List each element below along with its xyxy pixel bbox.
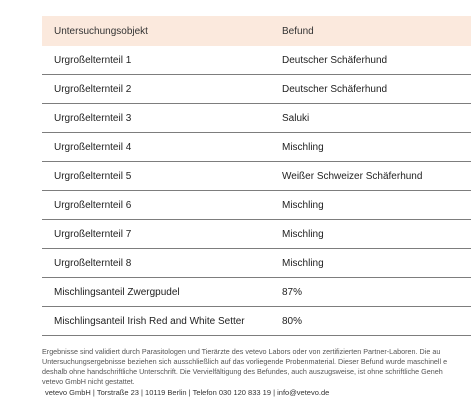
company-footer: vetevo GmbH | Torstraße 23 | 10119 Berlin | Telefon 030 120 833 19 | info@vetevo.de [45,388,330,397]
table-header [42,16,471,46]
table-row [42,162,471,191]
table-row [42,133,471,162]
row-finding: Mischling [282,228,324,240]
row-finding: 80% [282,315,303,327]
table-row [42,191,471,220]
table-row [42,278,471,307]
row-object: Urgroßelternteil 6 [54,199,132,211]
row-finding: Mischling [282,199,324,211]
table-row [42,46,471,75]
table-row [42,307,471,336]
row-finding: Deutscher Schäferhund [282,54,388,66]
row-object: Urgroßelternteil 4 [54,141,132,153]
row-finding: Mischling [282,257,324,269]
row-object: Urgroßelternteil 8 [54,257,132,269]
row-object: Mischlingsanteil Zwergpudel [54,286,180,298]
row-finding: Weißer Schweizer Schäferhund [282,170,423,182]
row-object: Urgroßelternteil 5 [54,170,132,182]
disclaimer-line: vetevo GmbH nicht gestattet. [42,377,135,386]
row-object: Urgroßelternteil 7 [54,228,132,240]
disclaimer-text [42,347,471,387]
disclaimer-line: deshalb ohne handschriftliche Unterschrift. Die Vervielfältigung des Befundes, auch auszugsweise, ist ohne schriftliche Geneh [42,367,443,376]
row-finding: Saluki [282,112,310,124]
row-finding: 87% [282,286,303,298]
row-object: Urgroßelternteil 1 [54,54,132,66]
row-finding: Deutscher Schäferhund [282,83,388,95]
row-object: Urgroßelternteil 2 [54,83,132,95]
disclaimer-line: Untersuchungsergebnisse beziehen sich ausschließlich auf das vorliegende Probenmaterial. Dieser Befund wurde maschinell e [42,357,448,366]
row-object: Urgroßelternteil 3 [54,112,132,124]
table-row [42,104,471,133]
row-finding: Mischling [282,141,324,153]
table-row [42,249,471,278]
results-table [42,16,471,336]
row-object: Mischlingsanteil Irish Red and White Setter [54,315,245,327]
disclaimer-line: Ergebnisse sind validiert durch Parasitologen und Tierärzte des vetevo Labors oder von zertifizierten Partner-Laboren. Die au [42,347,441,356]
table-row [42,220,471,249]
header-finding: Befund [282,25,314,37]
table-row [42,75,471,104]
header-object: Untersuchungsobjekt [54,25,148,37]
